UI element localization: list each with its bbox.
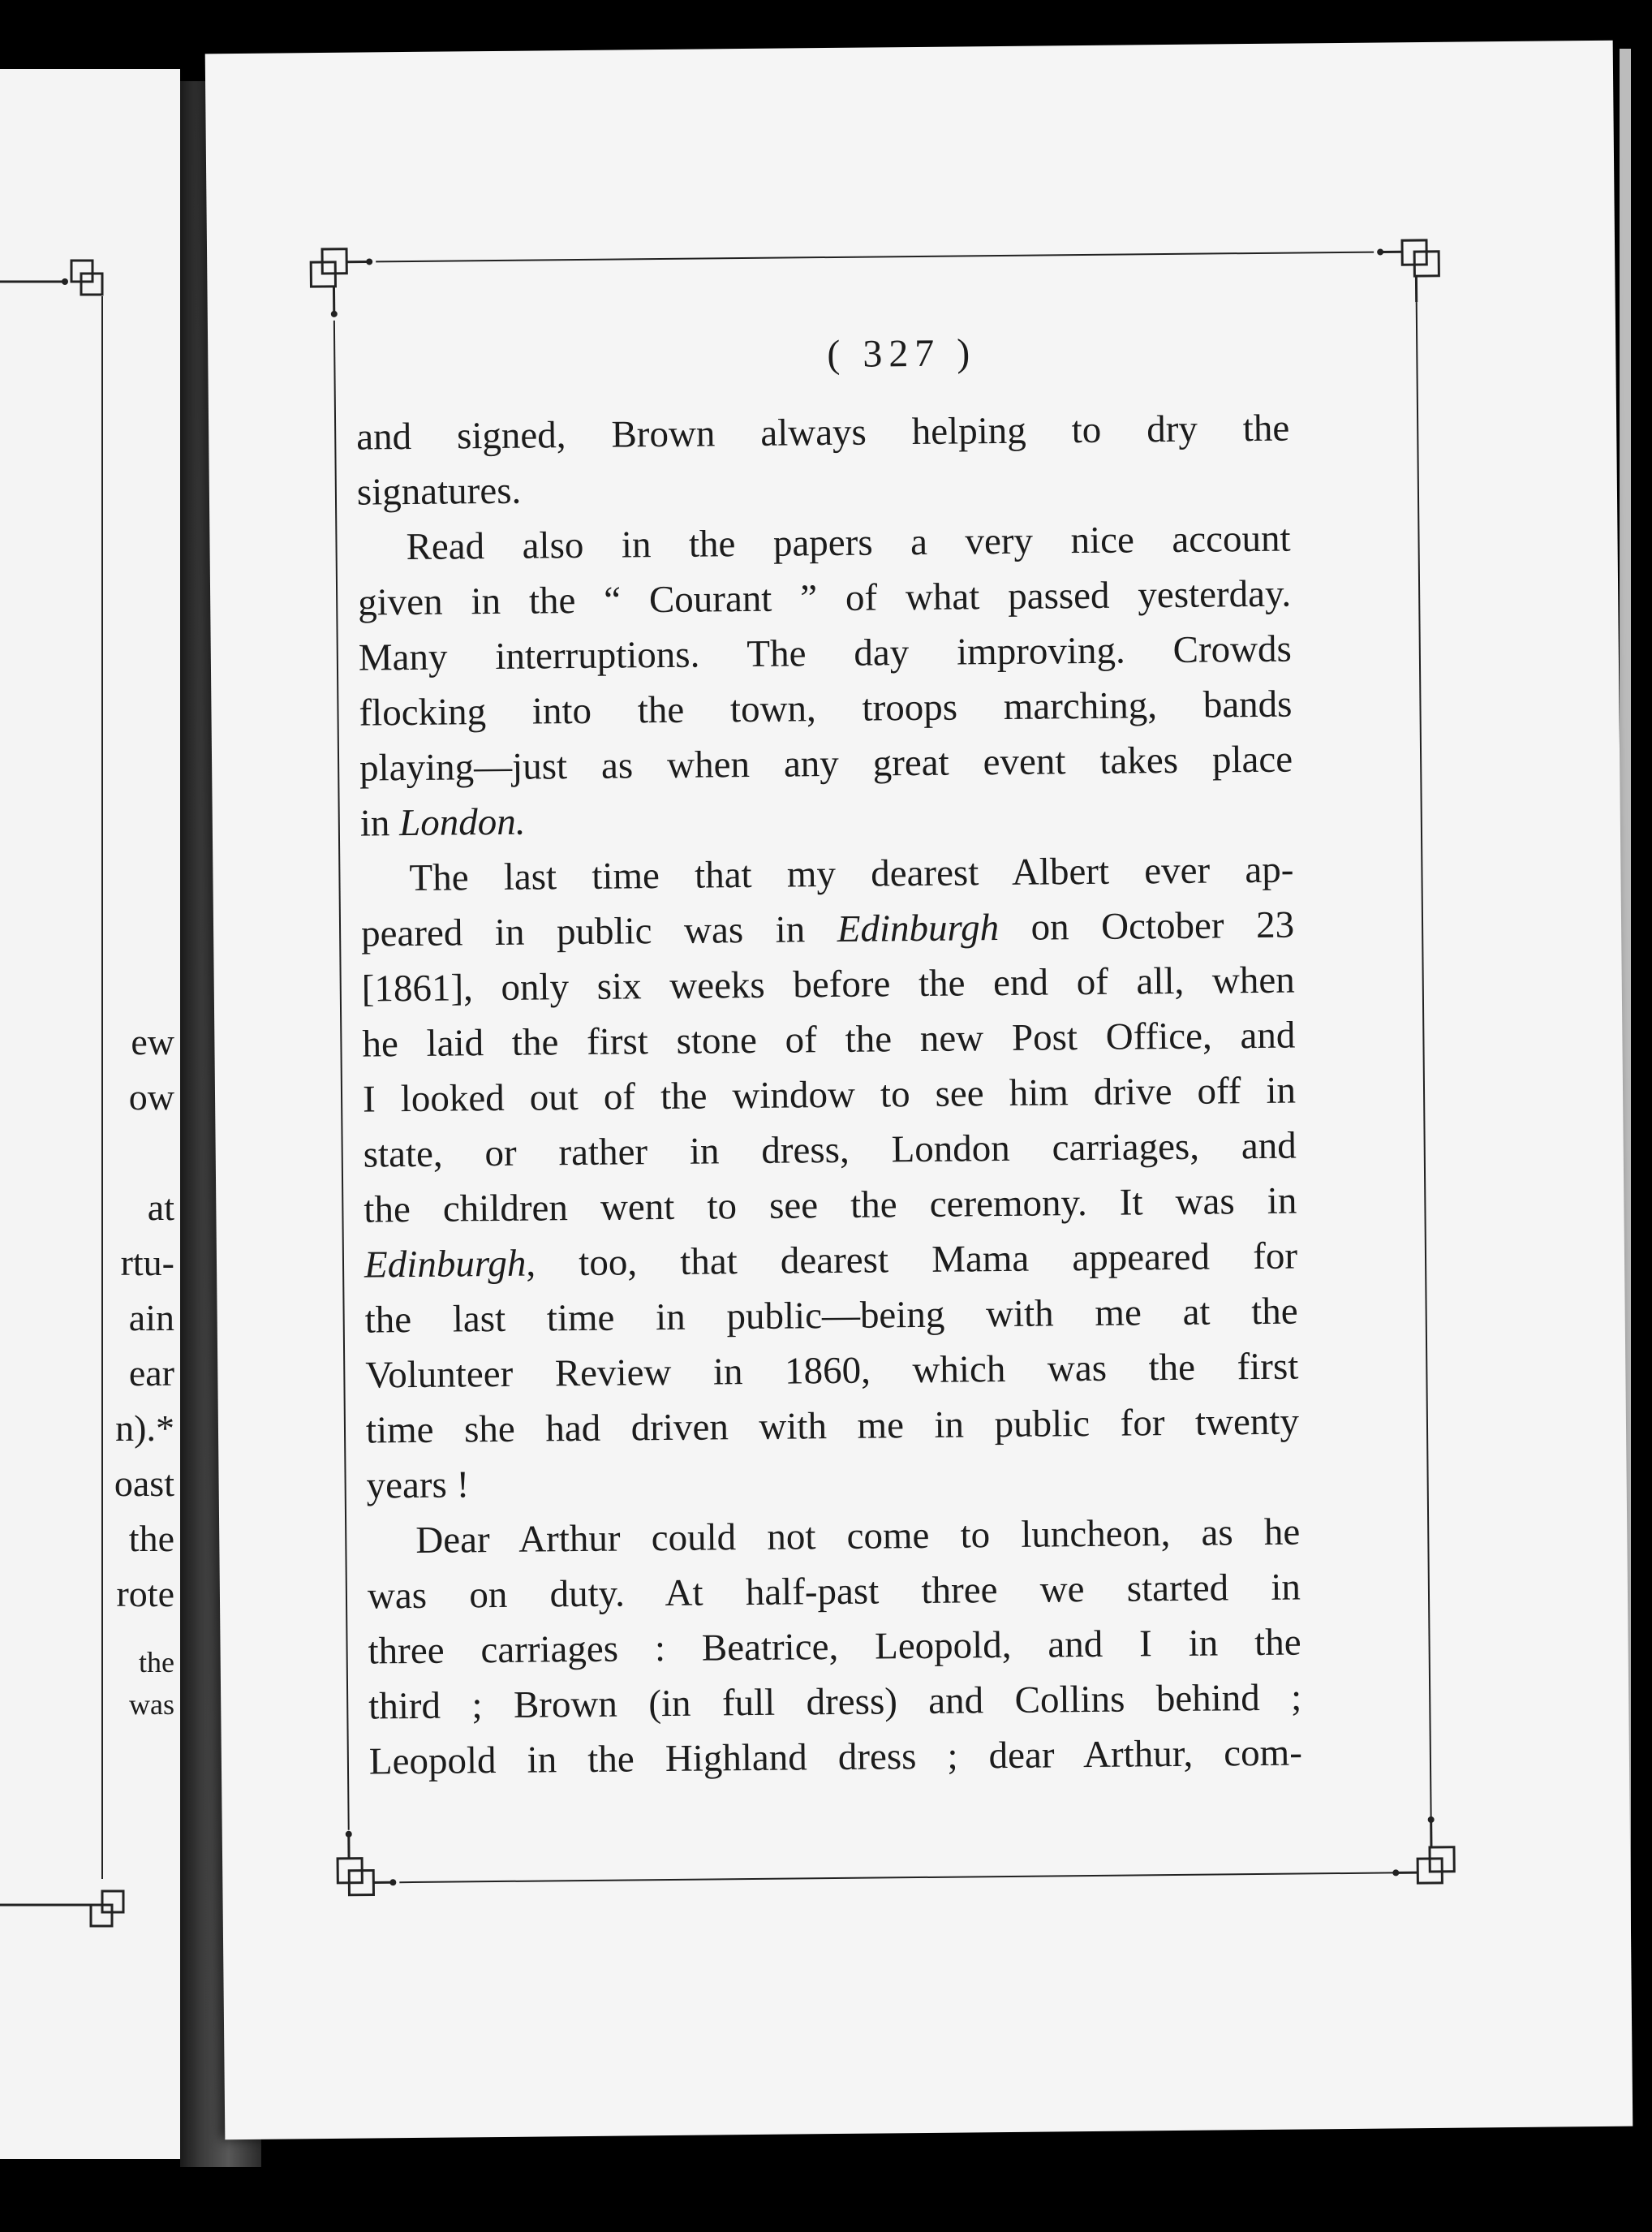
- text-line: state, or rather in dress, London carriages, and: [363, 1124, 1297, 1176]
- left-fragment: ear: [128, 1352, 174, 1394]
- text-line: time she had driven with me in public for twenty: [365, 1400, 1300, 1452]
- left-page-text: [0, 1015, 174, 1726]
- left-footnote-fragment: was: [129, 1688, 174, 1721]
- text-line: years !: [366, 1463, 470, 1507]
- text-line: playing—just as when any great event takes place: [359, 738, 1293, 790]
- text-line: Dear Arthur could not come to luncheon, as he: [415, 1510, 1301, 1562]
- left-footnote-fragment: the: [139, 1646, 174, 1678]
- text-line: Volunteer Review in 1860, which was the first: [365, 1345, 1299, 1397]
- left-fragment: n).*: [115, 1407, 174, 1449]
- text-line: was on duty. At half-past three we started in: [367, 1566, 1301, 1618]
- left-fragment: oast: [114, 1463, 174, 1504]
- text-line: three carriages : Beatrice, Leopold, and I in the: [368, 1621, 1301, 1673]
- text-line: peared in public was in Edinburgh on October 23: [360, 903, 1295, 955]
- text-line: The last time that my dearest Albert ever ap-: [409, 848, 1294, 900]
- left-fragment: ew: [131, 1021, 174, 1062]
- page-number: ( 327 ): [827, 331, 977, 377]
- text-line: he laid the first stone of the new Post Office, and: [362, 1014, 1296, 1066]
- text-line: flocking into the town, troops marching, bands: [359, 683, 1293, 735]
- left-fragment-gap: [0, 1125, 174, 1180]
- left-fragment: the: [128, 1518, 174, 1559]
- left-fragment: at: [147, 1187, 174, 1228]
- left-fragment: rtu-: [120, 1242, 174, 1283]
- text-line: the last time in public—being with me at the: [364, 1290, 1298, 1342]
- left-page: [0, 69, 180, 2159]
- text-line: third ; Brown (in full dress) and Collins behind ;: [368, 1676, 1302, 1728]
- text-line: given in the “ Courant ” of what passed yesterday.: [357, 572, 1292, 624]
- text-line: and signed, Brown always helping to dry the: [355, 407, 1290, 459]
- right-page: [205, 41, 1633, 2140]
- text-line: Leopold in the Highland dress ; dear Arthur, com-: [368, 1731, 1303, 1783]
- text-line: Edinburgh, too, that dearest Mama appeared for: [364, 1234, 1298, 1286]
- text-line: Many interruptions. The day improving. Crowds: [358, 627, 1293, 679]
- left-fragment: ain: [128, 1297, 174, 1338]
- text-line: Read also in the papers a very nice account: [406, 517, 1291, 569]
- left-fragment: rote: [116, 1573, 174, 1614]
- left-fragment-gap: [0, 1622, 174, 1641]
- left-fragment: ow: [128, 1076, 174, 1118]
- text-line: [1861], only six weeks before the end of all, when: [361, 959, 1295, 1010]
- text-line: the children went to see the ceremony. It was in: [364, 1179, 1297, 1231]
- text-line: I looked out of the window to see him drive off in: [362, 1069, 1297, 1121]
- text-line: in London.: [359, 800, 526, 845]
- body-text: [356, 401, 1302, 1790]
- text-line: signatures.: [356, 469, 522, 514]
